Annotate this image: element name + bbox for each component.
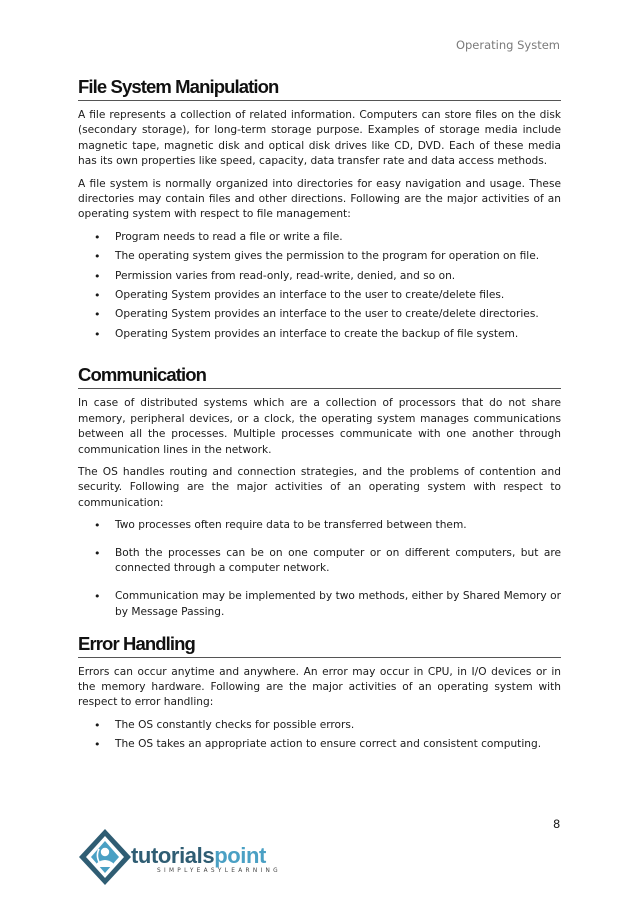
running-header: Operating System <box>455 38 560 52</box>
section-error-handling <box>78 633 561 753</box>
list-item: • Communication may be implemented by two methods, either by Shared Memory or by Message Passing. <box>78 589 561 620</box>
list-item: • Both the processes can be on one computer or on different computers, but are connected through a computer network. <box>78 546 561 577</box>
logo-tagline: SIMPLYEASYLEARNING <box>157 868 281 874</box>
logo-word-part1: tutorials <box>131 843 215 868</box>
logo-emblem-icon <box>77 827 133 887</box>
list-item: • Operating System provides an interface to the user to create/delete files. <box>78 288 561 303</box>
bullet-list <box>78 718 561 753</box>
section-communication <box>78 364 561 620</box>
paragraph: In case of distributed systems which are a collection of processors that do not share memory, peripheral devices, or a clock, the operating system manages communications between all the processes. Multiple processes communicate with one another through communication lines in the network. <box>78 397 561 456</box>
section-heading: Error Handling <box>78 633 561 658</box>
list-item: • Two processes often require data to be transferred between them. <box>78 518 561 533</box>
bullet-list <box>78 518 561 620</box>
list-item: • Permission varies from read-only, read-write, denied, and so on. <box>78 269 561 284</box>
list-item: • Program needs to read a file or write a file. <box>78 230 561 245</box>
section-heading: File System Manipulation <box>78 76 561 101</box>
paragraph: The OS handles routing and connection strategies, and the problems of contention and security. Following are the major activities of an operating system with respect to communication: <box>78 465 561 509</box>
list-item: • The OS takes an appropriate action to ensure correct and consistent computing. <box>78 737 561 752</box>
section-file-system-manipulation <box>78 76 561 342</box>
page-content <box>78 76 561 757</box>
logo-word-part2: point <box>214 843 266 868</box>
tutorialspoint-logo <box>77 827 281 887</box>
bullet-list <box>78 230 561 342</box>
list-item: • Operating System provides an interface to create the backup of file system. <box>78 327 561 342</box>
section-heading: Communication <box>78 364 561 389</box>
paragraph: Errors can occur anytime and anywhere. An error may occur in CPU, in I/O devices or in the memory hardware. Following are the major activities of an operating system with respect to error handling: <box>78 665 561 709</box>
list-item: • The OS constantly checks for possible errors. <box>78 718 561 733</box>
list-item: • The operating system gives the permission to the program for operation on file. <box>78 249 561 264</box>
list-item: • Operating System provides an interface to the user to create/delete directories. <box>78 307 561 322</box>
logo-wordmark <box>131 844 266 868</box>
paragraph: A file represents a collection of related information. Computers can store files on the disk (secondary storage), for long-term storage purpose. Examples of storage media include magnetic tape, magnetic disk and optical disk drives like CD, DVD. Each of these media has its own properties like speed, capacity, data transfer rate and data access methods. <box>78 109 561 168</box>
paragraph: A file system is normally organized into directories for easy navigation and usage. These directories may contain files and other directions. Following are the major activities of an operating system with respect to file management: <box>78 177 561 221</box>
page-number: 8 <box>553 817 561 831</box>
